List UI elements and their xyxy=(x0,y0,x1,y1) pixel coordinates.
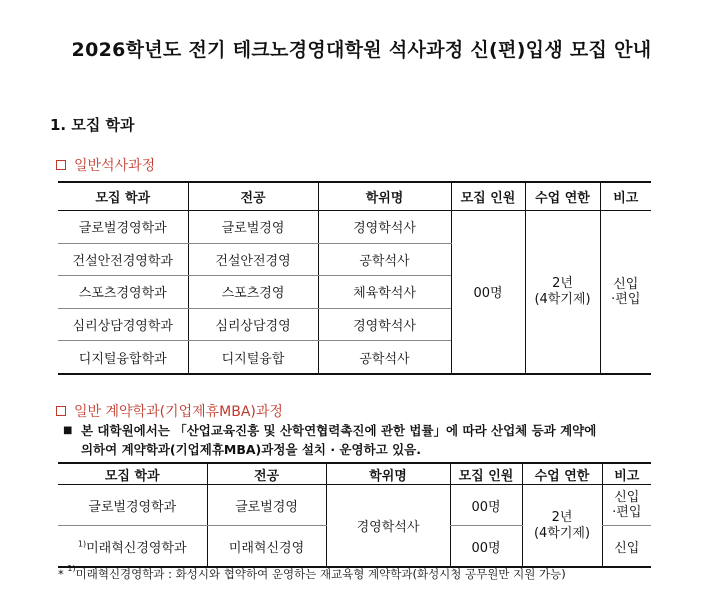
major-cell: 심리상담경영 xyxy=(188,308,318,341)
dept-cell: 건설안전경영학과 xyxy=(58,243,188,276)
term-years: 2년 xyxy=(552,275,573,291)
subsection-heading-general xyxy=(56,155,155,175)
header-cell: 학위명 xyxy=(326,463,450,485)
term-cell xyxy=(522,485,602,568)
dept-cell: 스포츠경영학과 xyxy=(58,276,188,309)
square-bullet-icon: ■ xyxy=(63,425,73,436)
header-cell: 모집 인원 xyxy=(450,463,522,485)
subsection-label: 일반석사과정 xyxy=(74,158,156,174)
dept-cell: 글로벌경영학과 xyxy=(58,211,188,244)
header-cell: 비고 xyxy=(600,182,651,211)
square-bullet-icon xyxy=(56,160,66,170)
degree-cell: 공학석사 xyxy=(318,341,451,374)
notice-line: 의하여 계약학과(기업제휴MBA)과정을 설치 · 운영하고 있음. xyxy=(81,442,421,457)
header-cell: 전공 xyxy=(207,463,326,485)
footnote xyxy=(58,566,566,582)
dept-cell xyxy=(58,526,207,568)
table-header-row xyxy=(58,463,651,485)
term-cell xyxy=(525,211,600,374)
header-cell: 모집 인원 xyxy=(451,182,525,211)
note-new: 신입 xyxy=(614,490,640,505)
header-cell: 전공 xyxy=(188,182,318,211)
major-cell: 미래혁신경영 xyxy=(207,526,326,568)
notice-line: 본 대학원에서는 「산업교육진흥 및 산학연협력촉진에 관한 법률」에 따라 산업체 등과 계약에 xyxy=(81,423,597,438)
header-cell: 모집 학과 xyxy=(58,182,188,211)
term-semesters: (4학기제) xyxy=(534,291,591,307)
table-row xyxy=(58,211,651,244)
note-transfer: ·편입 xyxy=(611,291,641,307)
note-cell xyxy=(600,211,651,374)
dept-cell: 디지털융합학과 xyxy=(78,351,167,367)
major-cell: 디지털융합 xyxy=(188,341,318,374)
dept-name: 미래혁신경영학과 xyxy=(86,540,187,556)
degree-cell: 경영학석사 xyxy=(326,485,450,568)
table-row xyxy=(58,485,651,526)
header-cell: 모집 학과 xyxy=(58,463,207,485)
term-years: 2년 xyxy=(551,509,573,525)
general-masters-table xyxy=(58,181,651,375)
table-header-row xyxy=(58,182,651,211)
footnote-star: * xyxy=(58,567,64,581)
quota-cell: 00명 xyxy=(451,211,525,374)
degree-cell: 공학석사 xyxy=(318,243,451,276)
note-transfer: ·편입 xyxy=(612,505,642,520)
dept-cell: 심리상담경영학과 xyxy=(58,308,188,341)
note-cell xyxy=(602,485,651,526)
major-cell: 스포츠경영 xyxy=(188,276,318,309)
footnote-marker: 1) xyxy=(77,539,87,549)
section-heading: 1. 모집 학과 xyxy=(50,116,135,134)
footnote-text: 미래혁신경영학과 : 화성시와 협약하여 운영하는 재교육형 계약학과(화성시청 공무원만 지원 가능) xyxy=(75,567,566,581)
page-title: 2026학년도 전기 테크노경영대학원 석사과정 신(편)입생 모집 안내 xyxy=(71,39,652,61)
degree-cell: 경영학석사 xyxy=(318,308,451,341)
contract-mba-table xyxy=(58,462,651,568)
quota-cell: 00명 xyxy=(450,526,522,568)
degree-cell: 경영학석사 xyxy=(318,211,451,244)
header-cell: 수업 연한 xyxy=(522,463,602,485)
subsection-label: 일반 계약학과(기업제휴MBA)과정 xyxy=(74,404,283,420)
term-semesters: (4학기제) xyxy=(533,525,591,541)
note-new: 신입 xyxy=(613,276,639,292)
dept-cell: 글로벌경영학과 xyxy=(58,485,207,526)
major-cell: 글로벌경영 xyxy=(207,485,326,526)
major-cell: 글로벌경영 xyxy=(188,211,318,244)
subsection-heading-contract xyxy=(56,401,283,421)
square-bullet-icon xyxy=(56,406,66,416)
header-cell: 비고 xyxy=(602,463,651,485)
quota-cell: 00명 xyxy=(450,485,522,526)
major-cell: 건설안전경영 xyxy=(188,243,318,276)
note-cell: 신입 xyxy=(602,526,651,568)
degree-cell: 체육학석사 xyxy=(318,276,451,309)
header-cell: 학위명 xyxy=(318,182,451,211)
footnote-marker: 1) xyxy=(67,564,76,573)
header-cell: 수업 연한 xyxy=(525,182,600,211)
